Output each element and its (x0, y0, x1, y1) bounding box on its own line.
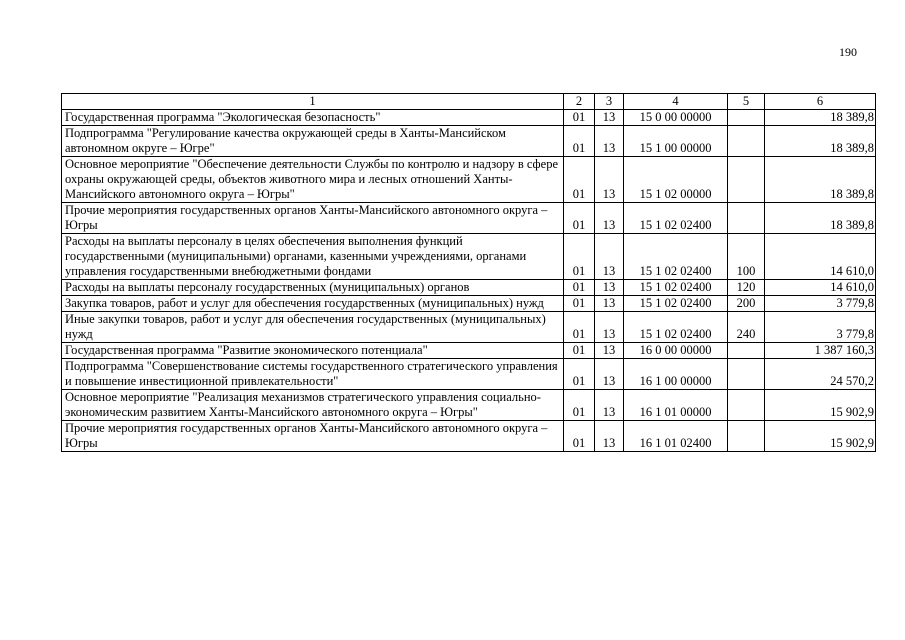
page-number: 190 (839, 45, 857, 59)
row-subsection: 13 (595, 421, 624, 452)
budget-table (61, 93, 876, 452)
row-sum: 3 779,8 (765, 296, 876, 312)
row-target-code: 15 1 02 02400 (624, 312, 728, 343)
row-sum: 18 389,8 (765, 157, 876, 203)
row-name: Иные закупки товаров, работ и услуг для обеспечения государственных (муниципальных) нужд (62, 312, 564, 343)
row-expense-type: 100 (728, 234, 765, 280)
row-section: 01 (564, 280, 595, 296)
row-subsection: 13 (595, 359, 624, 390)
row-sum: 1 387 160,3 (765, 343, 876, 359)
header-row (62, 94, 876, 110)
row-name: Государственная программа "Экологическая безопасность" (62, 110, 564, 126)
row-sum: 24 570,2 (765, 359, 876, 390)
row-target-code: 15 1 02 00000 (624, 157, 728, 203)
row-expense-type (728, 421, 765, 452)
row-target-code: 15 1 02 02400 (624, 280, 728, 296)
row-name: Основное мероприятие "Обеспечение деятельности Службы по контролю и надзору в сфере охраны окружающей среды, объектов животного мира и лесных отношений Ханты-Мансийского автономного округа – Югры" (62, 157, 564, 203)
row-sum: 3 779,8 (765, 312, 876, 343)
row-section: 01 (564, 157, 595, 203)
row-target-code: 16 0 00 00000 (624, 343, 728, 359)
table-row (62, 126, 876, 157)
row-section: 01 (564, 296, 595, 312)
row-name: Прочие мероприятия государственных органов Ханты-Мансийского автономного округа – Югры (62, 203, 564, 234)
row-expense-type (728, 203, 765, 234)
row-section: 01 (564, 421, 595, 452)
row-target-code: 15 1 00 00000 (624, 126, 728, 157)
row-section: 01 (564, 343, 595, 359)
row-subsection: 13 (595, 296, 624, 312)
row-subsection: 13 (595, 126, 624, 157)
row-subsection: 13 (595, 234, 624, 280)
row-section: 01 (564, 110, 595, 126)
row-expense-type (728, 343, 765, 359)
row-section: 01 (564, 203, 595, 234)
table-row (62, 390, 876, 421)
row-target-code: 15 1 02 02400 (624, 203, 728, 234)
row-expense-type: 120 (728, 280, 765, 296)
table-row (62, 203, 876, 234)
row-target-code: 15 1 02 02400 (624, 234, 728, 280)
table-row (62, 280, 876, 296)
row-expense-type: 240 (728, 312, 765, 343)
row-expense-type (728, 110, 765, 126)
header-col-2: 2 (564, 94, 595, 110)
row-section: 01 (564, 312, 595, 343)
row-expense-type (728, 157, 765, 203)
row-name: Прочие мероприятия государственных органов Ханты-Мансийского автономного округа – Югры (62, 421, 564, 452)
row-section: 01 (564, 359, 595, 390)
row-target-code: 16 1 00 00000 (624, 359, 728, 390)
row-sum: 18 389,8 (765, 126, 876, 157)
header-col-5: 5 (728, 94, 765, 110)
row-target-code: 16 1 01 02400 (624, 421, 728, 452)
row-subsection: 13 (595, 157, 624, 203)
row-target-code: 16 1 01 00000 (624, 390, 728, 421)
table-row (62, 110, 876, 126)
row-section: 01 (564, 390, 595, 421)
table-row (62, 234, 876, 280)
row-sum: 15 902,9 (765, 390, 876, 421)
row-sum: 14 610,0 (765, 234, 876, 280)
table-row (62, 421, 876, 452)
header-col-6: 6 (765, 94, 876, 110)
row-target-code: 15 1 02 02400 (624, 296, 728, 312)
row-target-code: 15 0 00 00000 (624, 110, 728, 126)
table-row (62, 359, 876, 390)
row-subsection: 13 (595, 343, 624, 359)
table-row (62, 157, 876, 203)
row-sum: 18 389,8 (765, 110, 876, 126)
row-expense-type: 200 (728, 296, 765, 312)
row-subsection: 13 (595, 203, 624, 234)
row-sum: 14 610,0 (765, 280, 876, 296)
row-expense-type (728, 359, 765, 390)
table-row (62, 296, 876, 312)
row-name: Государственная программа "Развитие экономического потенциала" (62, 343, 564, 359)
header-col-1: 1 (62, 94, 564, 110)
row-name: Основное мероприятие "Реализация механизмов стратегического управления социально-экономическим развитием Ханты-Мансийского автономного округа – Югры" (62, 390, 564, 421)
row-subsection: 13 (595, 280, 624, 296)
row-subsection: 13 (595, 110, 624, 126)
header-col-4: 4 (624, 94, 728, 110)
row-expense-type (728, 126, 765, 157)
row-expense-type (728, 390, 765, 421)
header-col-3: 3 (595, 94, 624, 110)
row-sum: 18 389,8 (765, 203, 876, 234)
table-body (62, 94, 876, 452)
row-name: Расходы на выплаты персоналу в целях обеспечения выполнения функций государственными (муниципальными) органами, казенными учреждениями, органами управления государственными внебюджетными фондами (62, 234, 564, 280)
row-section: 01 (564, 234, 595, 280)
row-name: Подпрограмма "Совершенствование системы государственного стратегического управления и повышение инвестиционной привлекательности" (62, 359, 564, 390)
row-name: Закупка товаров, работ и услуг для обеспечения государственных (муниципальных) нужд (62, 296, 564, 312)
row-subsection: 13 (595, 312, 624, 343)
row-subsection: 13 (595, 390, 624, 421)
row-section: 01 (564, 126, 595, 157)
row-name: Подпрограмма "Регулирование качества окружающей среды в Ханты-Мансийском автономном округе – Югре" (62, 126, 564, 157)
table-row (62, 312, 876, 343)
row-name: Расходы на выплаты персоналу государственных (муниципальных) органов (62, 280, 564, 296)
row-sum: 15 902,9 (765, 421, 876, 452)
table-row (62, 343, 876, 359)
